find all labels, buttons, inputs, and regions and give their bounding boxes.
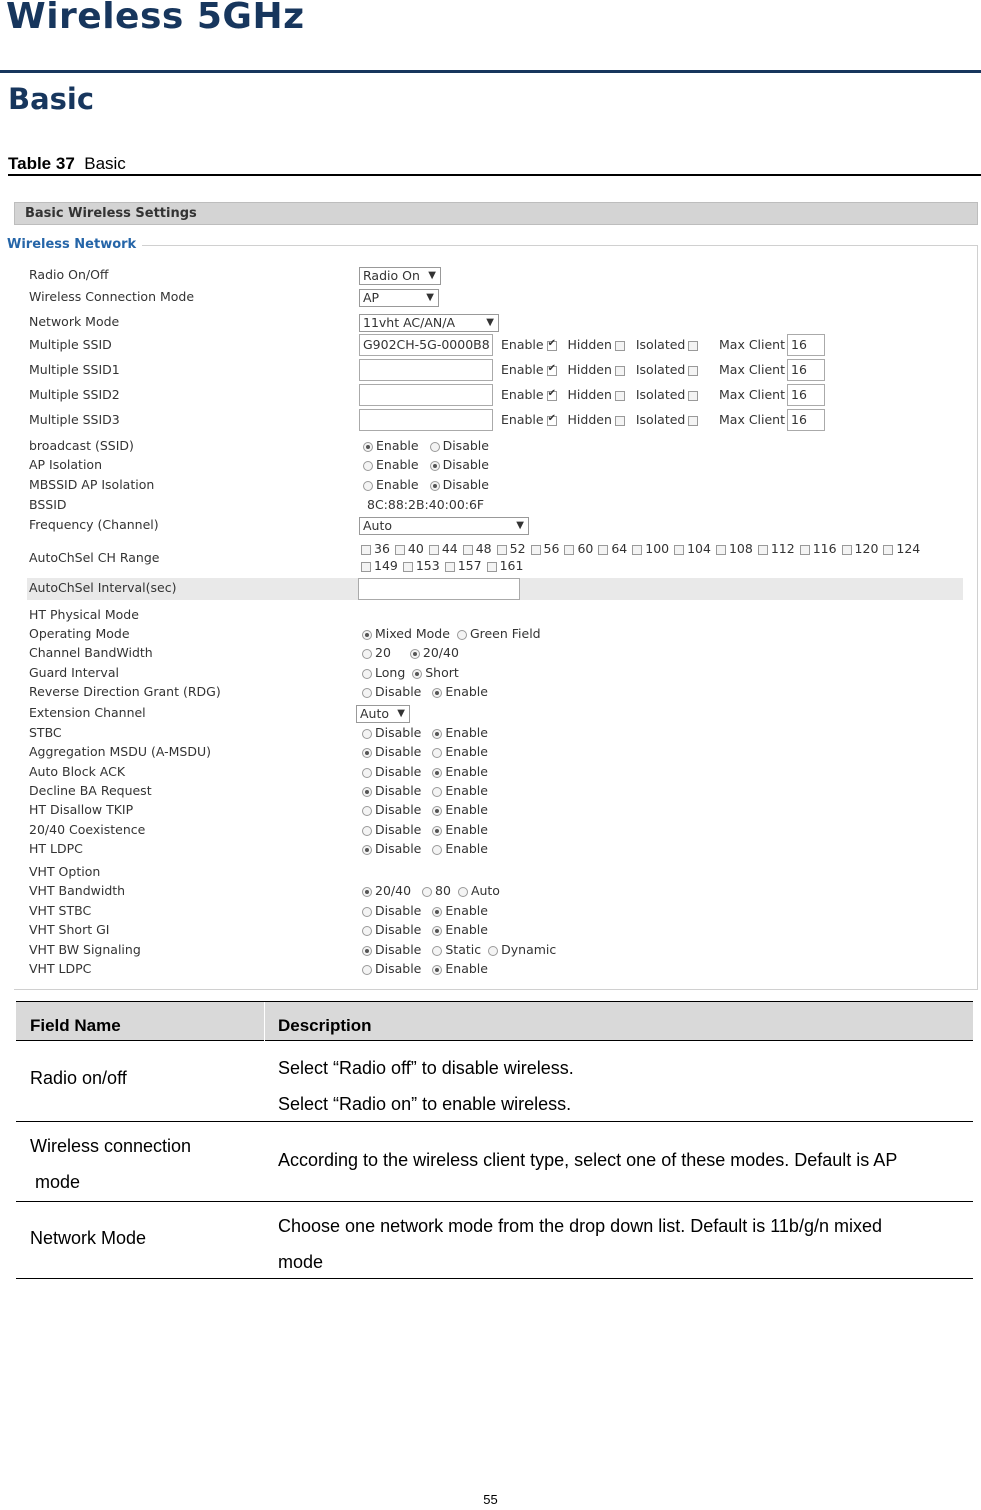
vht-bw-2040-radio[interactable] (362, 887, 372, 897)
label-ch-bw: Channel BandWidth (29, 645, 153, 660)
row-field-line2: mode (30, 1172, 81, 1192)
channel-checkbox[interactable] (842, 545, 852, 555)
ssid0-isolated-checkbox[interactable] (688, 341, 698, 351)
ssid2-max-client-input[interactable]: 16 (787, 384, 825, 406)
ssid0-max-client-input[interactable]: 16 (787, 334, 825, 356)
panel-header: Basic Wireless Settings (14, 202, 978, 225)
row-broadcast: broadcast (SSID) Enable Disable (29, 438, 489, 453)
channel-checkbox[interactable] (497, 545, 507, 555)
row-tkip: HT Disallow TKIP Disable Enable (29, 802, 488, 817)
vht-sgi-enable-radio[interactable] (432, 926, 442, 936)
ssid3-enable-checkbox[interactable] (547, 416, 557, 426)
row-field: Network Mode (30, 1228, 147, 1248)
label-mbssid-iso: MBSSID AP Isolation (29, 477, 155, 492)
amsdu-enable-radio[interactable] (432, 748, 442, 758)
chevron-down-icon: ▼ (397, 708, 405, 719)
header-description: Description (278, 1016, 372, 1035)
channel-label: 48 (475, 541, 492, 556)
label-ssid1: Multiple SSID1 (29, 362, 120, 377)
channel-checkbox[interactable] (716, 545, 726, 555)
section-heading: Basic (8, 82, 95, 116)
mbssid-iso-enable-radio[interactable] (363, 481, 373, 491)
ssid0-hidden-checkbox[interactable] (615, 341, 625, 351)
row-decline-ba: Decline BA Request Disable Enable (29, 783, 488, 798)
fieldset-legend: Wireless Network (7, 237, 142, 252)
row-field: Radio on/off (30, 1068, 127, 1088)
row-freq (29, 517, 969, 535)
row-ssid1: Multiple SSID1 Enable✔ Hidden Isolated Max Client 16 (29, 362, 969, 380)
row-field-line1: Wireless connection (30, 1136, 192, 1156)
channel-checkbox[interactable] (487, 562, 497, 572)
ssid2-input[interactable] (359, 384, 493, 406)
table-row (16, 1042, 973, 1122)
vht-sgi-disable-radio[interactable] (362, 926, 372, 936)
label-interval: AutoChSel Interval(sec) (29, 580, 177, 595)
channel-option (487, 558, 524, 573)
channel-checkbox[interactable] (632, 545, 642, 555)
channel-option (632, 541, 669, 556)
row-vht-sgi: VHT Short GI Disable Enable (29, 922, 488, 937)
label-tkip: HT Disallow TKIP (29, 802, 134, 817)
channel-option (395, 541, 424, 556)
label-ap-iso: AP Isolation (29, 457, 102, 472)
mbssid-iso-disable-radio[interactable] (430, 481, 440, 491)
chevron-down-icon: ▼ (486, 317, 494, 328)
decline-ba-enable-radio[interactable] (432, 787, 442, 797)
label-radio: Radio On/Off (29, 267, 109, 282)
channel-label: 60 (577, 541, 594, 556)
channel-label: 116 (812, 541, 837, 556)
channel-label: 40 (407, 541, 424, 556)
vht-stbc-disable-radio[interactable] (362, 907, 372, 917)
label-vht-bw: VHT Bandwidth (29, 883, 126, 898)
radio-select[interactable]: Radio On ▼ (359, 267, 441, 285)
ssid2-hidden-checkbox[interactable] (615, 391, 625, 401)
vht-bw-80-radio[interactable] (422, 887, 432, 897)
channel-label: 44 (441, 541, 458, 556)
ssid1-max-client-input[interactable]: 16 (787, 359, 825, 381)
stbc-enable-radio[interactable] (432, 729, 442, 739)
ssid3-input[interactable] (359, 409, 493, 431)
ext-ch-select[interactable]: Auto ▼ (356, 705, 410, 723)
table-row (16, 1202, 973, 1279)
row-radio (29, 267, 969, 285)
label-vht-stbc: VHT STBC (29, 903, 92, 918)
amsdu-disable-radio[interactable] (362, 748, 372, 758)
guard-short-radio[interactable] (412, 669, 422, 679)
channel-option (403, 558, 440, 573)
channel-checkbox[interactable] (598, 545, 608, 555)
row-net-mode (29, 314, 969, 332)
ap-iso-enable-radio[interactable] (363, 461, 373, 471)
vht-ldpc-disable-radio[interactable] (362, 965, 372, 975)
settings-screenshot (0, 196, 981, 994)
ssid1-enable-checkbox[interactable] (547, 366, 557, 376)
caption-text: Basic (84, 154, 126, 173)
channel-label: 161 (499, 558, 524, 573)
vht-bw-auto-radio[interactable] (458, 887, 468, 897)
freq-select[interactable]: Auto ▼ (359, 517, 529, 535)
page-number: 55 (483, 1492, 498, 1507)
label-vht-ldpc: VHT LDPC (29, 961, 92, 976)
channel-option (429, 541, 458, 556)
channel-label: 100 (645, 541, 670, 556)
channel-option (800, 541, 837, 556)
heading-rule (0, 70, 981, 73)
channel-checkbox[interactable] (758, 545, 768, 555)
rdg-disable-radio[interactable] (362, 688, 372, 698)
channel-option (716, 541, 753, 556)
channel-checkbox[interactable] (361, 545, 371, 555)
channel-option (758, 541, 795, 556)
label-op-mode: Operating Mode (29, 626, 130, 641)
label-bssid: BSSID (29, 497, 67, 512)
channel-list-1 (361, 541, 925, 556)
ssid0-enable-checkbox[interactable] (547, 341, 557, 351)
label-ht-phys: HT Physical Mode (29, 607, 139, 622)
channel-label: 56 (543, 541, 560, 556)
channel-checkbox[interactable] (531, 545, 541, 555)
label-freq: Frequency (Channel) (29, 517, 159, 532)
channel-checkbox[interactable] (564, 545, 574, 555)
row-ht-phys (29, 607, 969, 625)
channel-label: 108 (728, 541, 753, 556)
mixed-mode-radio[interactable] (362, 630, 372, 640)
channel-label: 153 (415, 558, 440, 573)
green-field-radio[interactable] (457, 630, 467, 640)
row-rdg: Reverse Direction Grant (RDG) Disable Enable (29, 684, 488, 699)
tkip-disable-radio[interactable] (362, 806, 372, 816)
channel-checkbox[interactable] (361, 562, 371, 572)
label-net-mode: Network Mode (29, 314, 120, 329)
label-chrange: AutoChSel CH Range (29, 550, 160, 565)
row-vht-ldpc: VHT LDPC Disable Enable (29, 961, 488, 976)
row-desc-line1: Choose one network mode from the drop down list. Default is 11b/g/n mixed (278, 1216, 882, 1236)
row-mbssid-iso: MBSSID AP Isolation Enable Disable (29, 477, 489, 492)
label-ssid0: Multiple SSID (29, 337, 112, 352)
row-ch-bw: Channel BandWidth 20 20/40 (29, 645, 459, 660)
ssid3-hidden-checkbox[interactable] (615, 416, 625, 426)
channel-list-2 (361, 558, 528, 573)
row-guard: Guard Interval Long Short (29, 665, 459, 680)
channel-option (361, 558, 398, 573)
conn-mode-select[interactable]: AP ▼ (359, 289, 439, 307)
row-stbc: STBC Disable Enable (29, 725, 488, 740)
row-ssid0: Multiple SSID G902CH-5G-0000B8 Enable✔ Hidden Isolated Max Client 16 (29, 337, 969, 355)
caption-rule (8, 174, 981, 176)
channel-checkbox[interactable] (463, 545, 473, 555)
channel-option (674, 541, 711, 556)
channel-label: 112 (770, 541, 795, 556)
ldpc-disable-radio[interactable] (362, 845, 372, 855)
ssid3-isolated-checkbox[interactable] (688, 416, 698, 426)
table-caption (8, 154, 126, 174)
row-ext-ch (29, 705, 969, 723)
channel-label: 157 (457, 558, 482, 573)
label-vht-opt: VHT Option (29, 864, 101, 879)
label-conn-mode: Wireless Connection Mode (29, 289, 195, 304)
page-heading: Wireless 5GHz (6, 0, 305, 37)
row-vht-bw: VHT Bandwidth 20/40 80 Auto (29, 883, 500, 898)
label-stbc: STBC (29, 725, 62, 740)
vht-bws-static-radio[interactable] (432, 946, 442, 956)
ssid1-input[interactable] (359, 359, 493, 381)
channel-label: 64 (611, 541, 628, 556)
channel-checkbox[interactable] (674, 545, 684, 555)
channel-label: 120 (854, 541, 879, 556)
row-conn-mode (29, 289, 969, 307)
label-vht-bws: VHT BW Signaling (29, 942, 141, 957)
row-chrange (29, 541, 969, 573)
channel-option (598, 541, 627, 556)
channel-label: 104 (687, 541, 711, 556)
channel-option (564, 541, 593, 556)
row-coex: 20/40 Coexistence Disable Enable (29, 822, 488, 837)
label-ext-ch: Extension Channel (29, 705, 146, 720)
interval-input[interactable] (358, 578, 520, 600)
channel-checkbox[interactable] (883, 545, 893, 555)
label-ldpc: HT LDPC (29, 841, 83, 856)
bssid-value: 8C:88:2B:40:00:6F (367, 497, 485, 512)
label-vht-sgi: VHT Short GI (29, 922, 110, 937)
ldpc-enable-radio[interactable] (432, 845, 442, 855)
channel-option (361, 541, 390, 556)
label-ssid3: Multiple SSID3 (29, 412, 120, 427)
channel-label: 149 (374, 558, 398, 573)
coex-enable-radio[interactable] (432, 826, 442, 836)
coex-disable-radio[interactable] (362, 826, 372, 836)
table-row (16, 1122, 973, 1202)
channel-option (445, 558, 482, 573)
ap-iso-disable-radio[interactable] (430, 461, 440, 471)
channel-checkbox[interactable] (395, 545, 405, 555)
bw-20-radio[interactable] (362, 649, 372, 659)
label-amsdu: Aggregation MSDU (A-MSDU) (29, 744, 211, 759)
rdg-enable-radio[interactable] (432, 688, 442, 698)
channel-label: 124 (896, 541, 921, 556)
label-auto-ba: Auto Block ACK (29, 764, 126, 779)
channel-option (531, 541, 560, 556)
caption-label: Table 37 (8, 154, 75, 173)
ssid1-isolated-checkbox[interactable] (688, 366, 698, 376)
row-vht-stbc: VHT STBC Disable Enable (29, 903, 488, 918)
label-guard: Guard Interval (29, 665, 119, 680)
tkip-enable-radio[interactable] (432, 806, 442, 816)
channel-label: 52 (509, 541, 526, 556)
label-coex: 20/40 Coexistence (29, 822, 146, 837)
broadcast-enable-radio[interactable] (363, 442, 373, 452)
label-broadcast: broadcast (SSID) (29, 438, 134, 453)
row-ssid3: Multiple SSID3 Enable✔ Hidden Isolated Max Client 16 (29, 412, 969, 430)
channel-option (497, 541, 526, 556)
vht-bws-disable-radio[interactable] (362, 946, 372, 956)
row-ap-iso: AP Isolation Enable Disable (29, 457, 489, 472)
row-vht-bws: VHT BW Signaling Disable Static Dynamic (29, 942, 557, 957)
channel-option (463, 541, 492, 556)
decline-ba-disable-radio[interactable] (362, 787, 372, 797)
vht-bws-dynamic-radio[interactable] (488, 946, 498, 956)
label-decline-ba: Decline BA Request (29, 783, 152, 798)
label-ssid2: Multiple SSID2 (29, 387, 120, 402)
channel-checkbox[interactable] (445, 562, 455, 572)
ssid1-hidden-checkbox[interactable] (615, 366, 625, 376)
row-vht-opt (29, 864, 969, 882)
label-rdg: Reverse Direction Grant (RDG) (29, 684, 221, 699)
ssid3-max-client-input[interactable]: 16 (787, 409, 825, 431)
row-ldpc: HT LDPC Disable Enable (29, 841, 488, 856)
ssid2-enable-checkbox[interactable] (547, 391, 557, 401)
row-amsdu: Aggregation MSDU (A-MSDU) Disable Enable (29, 744, 488, 759)
row-op-mode: Operating Mode Mixed Mode Green Field (29, 626, 541, 641)
row-desc-line2: Select “Radio on” to enable wireless. (278, 1094, 572, 1114)
row-auto-ba: Auto Block ACK Disable Enable (29, 764, 488, 779)
row-desc-line2: mode (278, 1252, 324, 1272)
channel-option (842, 541, 879, 556)
channel-checkbox[interactable] (429, 545, 439, 555)
header-field-name: Field Name (30, 1016, 121, 1035)
channel-checkbox[interactable] (403, 562, 413, 572)
broadcast-disable-radio[interactable] (430, 442, 440, 452)
ssid2-isolated-checkbox[interactable] (688, 391, 698, 401)
guard-long-radio[interactable] (362, 669, 372, 679)
channel-checkbox[interactable] (800, 545, 810, 555)
vht-ldpc-enable-radio[interactable] (432, 965, 442, 975)
auto-ba-enable-radio[interactable] (432, 768, 442, 778)
vht-stbc-enable-radio[interactable] (432, 907, 442, 917)
stbc-disable-radio[interactable] (362, 729, 372, 739)
row-desc: According to the wireless client type, select one of these modes. Default is AP (278, 1150, 898, 1170)
row-bssid (29, 497, 969, 515)
header-divider (264, 1002, 265, 1042)
table-header (16, 1001, 973, 1041)
channel-label: 36 (374, 541, 390, 556)
ssid0-input[interactable]: G902CH-5G-0000B8 (359, 334, 493, 356)
chevron-down-icon: ▼ (516, 520, 524, 531)
channel-option (883, 541, 920, 556)
chevron-down-icon: ▼ (428, 270, 436, 281)
row-ssid2: Multiple SSID2 Enable✔ Hidden Isolated Max Client 16 (29, 387, 969, 405)
row-desc-line1: Select “Radio off” to disable wireless. (278, 1058, 574, 1078)
chevron-down-icon: ▼ (426, 292, 434, 303)
bw-2040-radio[interactable] (410, 649, 420, 659)
row-interval (27, 578, 963, 600)
auto-ba-disable-radio[interactable] (362, 768, 372, 778)
net-mode-select[interactable]: 11vht AC/AN/A ▼ (359, 314, 499, 332)
